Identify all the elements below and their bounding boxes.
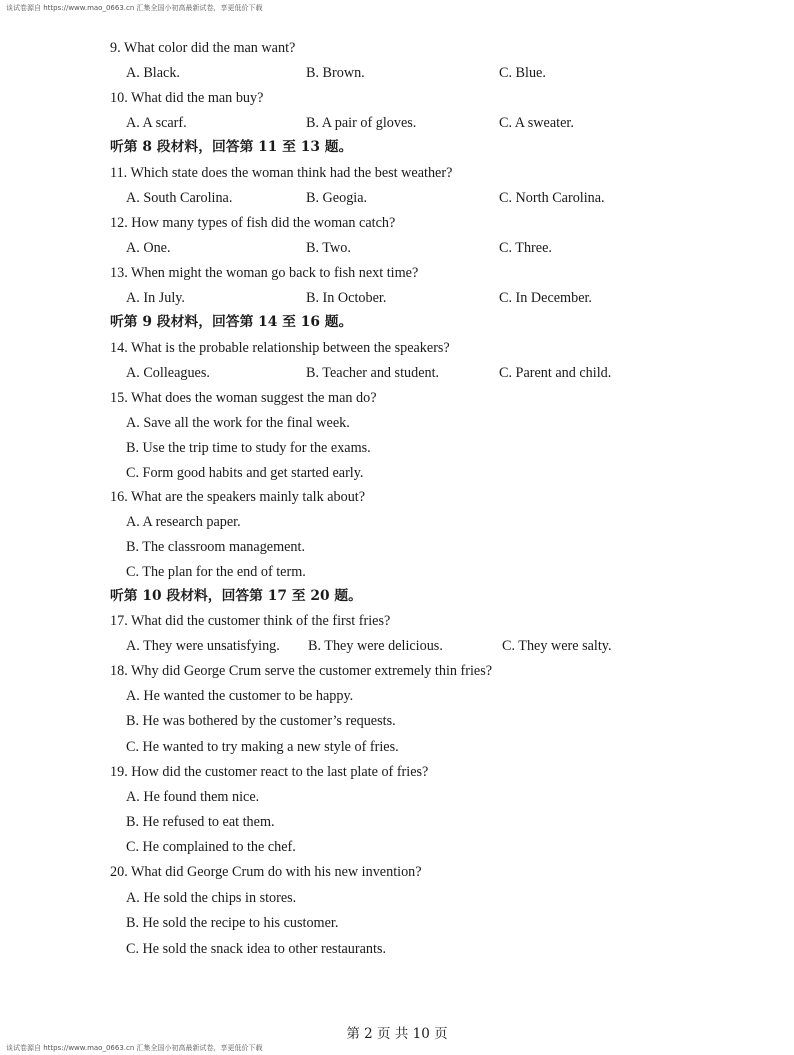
option-17c: C. They were salty.: [502, 638, 612, 654]
options-13: [110, 289, 710, 307]
option-20b: B. He sold the recipe to his customer.: [126, 915, 339, 931]
question-15: 15. What does the woman suggest the man do?: [110, 390, 377, 406]
page-number: 第 2 页 共 10 页: [346, 1026, 448, 1042]
question-19: 19. How did the customer react to the last plate of fries?: [110, 764, 429, 780]
option-11c: C. North Carolina.: [499, 190, 605, 206]
question-14: 14. What is the probable relationship between the speakers?: [110, 340, 450, 356]
watermark-bottom: 谈试卷源自 https://www.mao_0663.cn 汇集全国小初高最新试卷，享更低价下载: [6, 1044, 263, 1052]
option-16c: C. The plan for the end of term.: [126, 564, 306, 580]
option-15b: B. Use the trip time to study for the exams.: [126, 440, 371, 456]
option-16a: A. A research paper.: [126, 514, 241, 530]
option-10a: A. A scarf.: [126, 115, 187, 131]
option-16b: B. The classroom management.: [126, 539, 306, 555]
option-19a: A. He found them nice.: [126, 789, 260, 805]
option-12a: A. One.: [126, 240, 171, 256]
options-17: [110, 637, 730, 655]
options-10: [110, 114, 710, 132]
option-14c: C. Parent and child.: [499, 365, 612, 381]
option-9c: C. Blue.: [499, 65, 546, 81]
options-9: [110, 64, 710, 82]
option-9a: A. Black.: [126, 65, 180, 81]
question-20: 20. What did George Crum do with his new invention?: [110, 864, 422, 880]
section-heading-8: 听第 8 段材料，回答第 11 至 13 题。: [110, 139, 353, 155]
option-11b: B. Geogia.: [306, 190, 368, 206]
option-10b: B. A pair of gloves.: [306, 115, 417, 131]
question-16: 16. What are the speakers mainly talk about?: [110, 489, 366, 505]
option-12c: C. Three.: [499, 240, 552, 256]
option-19b: B. He refused to eat them.: [126, 814, 275, 830]
option-15c: C. Form good habits and get started early.: [126, 465, 364, 481]
option-17a: A. They were unsatisfying.: [126, 638, 280, 654]
option-18a: A. He wanted the customer to be happy.: [126, 688, 354, 704]
options-12: [110, 239, 710, 257]
section-heading-10: 听第 10 段材料，回答第 17 至 20 题。: [110, 588, 362, 604]
option-17b: B. They were delicious.: [308, 638, 443, 654]
option-13b: B. In October.: [306, 290, 387, 306]
question-10: 10. What did the man buy?: [110, 90, 264, 106]
option-13c: C. In December.: [499, 290, 592, 306]
options-14: [110, 364, 730, 382]
question-11: 11. Which state does the woman think had the best weather?: [110, 165, 453, 181]
option-18c: C. He wanted to try making a new style of fries.: [126, 739, 399, 755]
question-17: 17. What did the customer think of the first fries?: [110, 613, 391, 629]
option-20a: A. He sold the chips in stores.: [126, 890, 297, 906]
option-19c: C. He complained to the chef.: [126, 839, 296, 855]
question-12: 12. How many types of fish did the woman catch?: [110, 215, 396, 231]
question-9: 9. What color did the man want?: [110, 40, 296, 56]
option-14b: B. Teacher and student.: [306, 365, 440, 381]
watermark-top: 谈试卷源自 https://www.mao_0663.cn 汇集全国小初高最新试卷，享更低价下载: [6, 4, 263, 12]
question-13: 13. When might the woman go back to fish next time?: [110, 265, 419, 281]
option-10c: C. A sweater.: [499, 115, 574, 131]
option-11a: A. South Carolina.: [126, 190, 233, 206]
section-heading-9: 听第 9 段材料，回答第 14 至 16 题。: [110, 314, 353, 330]
option-18b: B. He was bothered by the customer’s requests.: [126, 713, 396, 729]
option-14a: A. Colleagues.: [126, 365, 210, 381]
option-15a: A. Save all the work for the final week.: [126, 415, 350, 431]
question-18: 18. Why did George Crum serve the customer extremely thin fries?: [110, 663, 493, 679]
option-13a: A. In July.: [126, 290, 185, 306]
option-20c: C. He sold the snack idea to other restaurants.: [126, 941, 387, 957]
option-9b: B. Brown.: [306, 65, 365, 81]
options-11: [110, 189, 710, 207]
option-12b: B. Two.: [306, 240, 351, 256]
